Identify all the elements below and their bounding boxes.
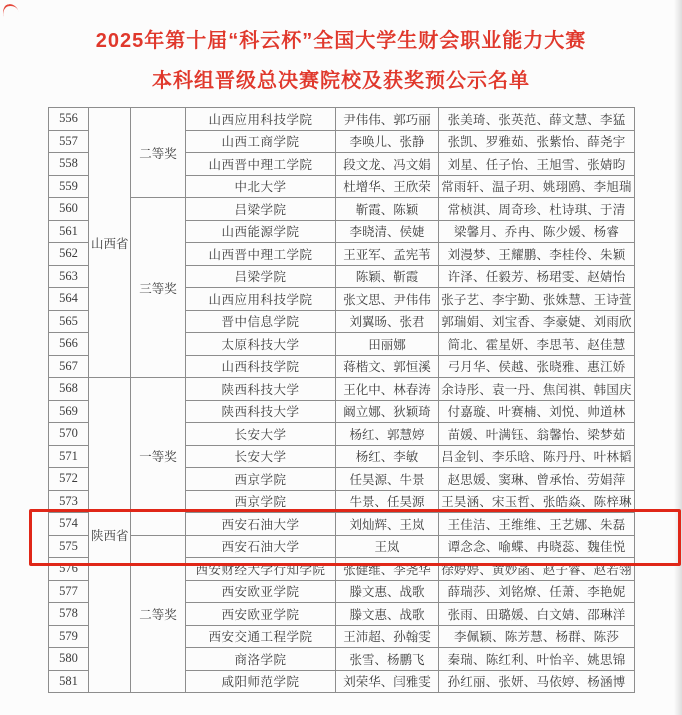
rank-number-cell: 578 xyxy=(49,603,89,626)
school-name-cell: 山西能源学院 xyxy=(186,220,336,243)
rank-number-cell: 570 xyxy=(49,423,89,446)
team-leaders-cell: 田丽娜 xyxy=(336,333,439,356)
team-members-cell: 李佩颖、陈芳慧、杨群、陈莎 xyxy=(439,625,635,648)
school-name-cell: 吕梁学院 xyxy=(186,265,336,288)
team-leaders-cell: 滕文惠、战歌 xyxy=(336,580,439,603)
results-table-body xyxy=(49,108,635,693)
school-name-cell: 山西科技学院 xyxy=(186,355,336,378)
school-name-cell: 西安财经大学行知学院 xyxy=(186,558,336,581)
school-name-cell: 山西晋中理工学院 xyxy=(186,243,336,266)
rank-number-cell: 565 xyxy=(49,310,89,333)
rank-number-cell: 581 xyxy=(49,670,89,693)
team-members-cell: 徐婷婷、黄妙菡、赵子睿、赵若翎 xyxy=(439,558,635,581)
school-name-cell: 咸阳师范学院 xyxy=(186,670,336,693)
school-name-cell: 西安石油大学 xyxy=(186,535,336,558)
rank-number-cell: 575 xyxy=(49,535,89,558)
team-leaders-cell: 张健维、李尧华 xyxy=(336,558,439,581)
school-name-cell: 西安欧亚学院 xyxy=(186,603,336,626)
school-name-cell: 商洛学院 xyxy=(186,648,336,671)
rank-number-cell: 572 xyxy=(49,468,89,491)
rank-number-cell: 561 xyxy=(49,220,89,243)
team-leaders-cell: 杨红、李敏 xyxy=(336,445,439,468)
school-name-cell: 长安大学 xyxy=(186,445,336,468)
team-leaders-cell: 滕文惠、战歌 xyxy=(336,603,439,626)
team-leaders-cell: 李晓清、侯婕 xyxy=(336,220,439,243)
team-members-cell: 许泽、任毅芳、杨珺雯、赵婧怡 xyxy=(439,265,635,288)
team-members-cell: 张美琦、张英范、薛文慧、李猛 xyxy=(439,108,635,131)
team-leaders-cell: 陈颖、靳霞 xyxy=(336,265,439,288)
rank-number-cell: 574 xyxy=(49,513,89,536)
rank-number-cell: 579 xyxy=(49,625,89,648)
rank-number-cell: 571 xyxy=(49,445,89,468)
school-name-cell: 西安石油大学 xyxy=(186,513,336,536)
team-members-cell: 余诗彤、袁一丹、焦闰祺、韩国庆 xyxy=(439,378,635,401)
team-members-cell: 谭念念、喻蝶、冉晓蕊、魏佳悦 xyxy=(439,535,635,558)
school-name-cell: 陕西科技大学 xyxy=(186,378,336,401)
team-members-cell: 常雨轩、温子玥、姚珝鸥、李旭瑞 xyxy=(439,175,635,198)
rank-number-cell: 562 xyxy=(49,243,89,266)
rank-number-cell: 560 xyxy=(49,198,89,221)
school-name-cell: 西安交通工程学院 xyxy=(186,625,336,648)
school-name-cell: 晋中信息学院 xyxy=(186,310,336,333)
team-members-cell: 秦瑞、陈红利、叶怡辛、姚思锦 xyxy=(439,648,635,671)
team-leaders-cell: 刘灿辉、王岚 xyxy=(336,513,439,536)
team-members-cell: 薛瑞莎、刘铭燎、任萧、李艳妮 xyxy=(439,580,635,603)
team-leaders-cell: 任昊源、牛景 xyxy=(336,468,439,491)
team-members-cell: 刘星、任子怡、王旭雪、张婧昀 xyxy=(439,153,635,176)
team-members-cell: 弓月华、侯越、张晓雅、惠江娇 xyxy=(439,355,635,378)
rank-number-cell: 568 xyxy=(49,378,89,401)
team-leaders-cell: 蒋楷文、郭恒溪 xyxy=(336,355,439,378)
team-leaders-cell: 阚立娜、狄颖琦 xyxy=(336,400,439,423)
school-name-cell: 吕梁学院 xyxy=(186,198,336,221)
team-members-cell: 常桢淇、周奇珍、杜诗琪、于清 xyxy=(439,198,635,221)
team-members-cell: 张雨、田璐媛、白文婧、邵琳洋 xyxy=(439,603,635,626)
school-name-cell: 山西应用科技学院 xyxy=(186,108,336,131)
school-name-cell: 西京学院 xyxy=(186,468,336,491)
province-cell: 山西省 xyxy=(89,108,131,378)
team-members-cell: 苗媛、叶满钰、翁馨怡、梁梦茹 xyxy=(439,423,635,446)
team-leaders-cell: 尹伟伟、郭巧丽 xyxy=(336,108,439,131)
school-name-cell: 山西应用科技学院 xyxy=(186,288,336,311)
team-members-cell: 王佳洁、王维维、王艺娜、朱磊 xyxy=(439,513,635,536)
rank-number-cell: 564 xyxy=(49,288,89,311)
document-title-line1: 2025年第十届“科云杯”全国大学生财会职业能力大赛 xyxy=(95,30,587,52)
team-leaders-cell: 刘荣华、闫雅雯 xyxy=(336,670,439,693)
team-leaders-cell: 段文龙、冯文娟 xyxy=(336,153,439,176)
team-leaders-cell: 李唤儿、张静 xyxy=(336,130,439,153)
rank-number-cell: 566 xyxy=(49,333,89,356)
school-name-cell: 西京学院 xyxy=(186,490,336,513)
award-level-cell: 二等奖 xyxy=(131,535,186,693)
rank-number-cell: 573 xyxy=(49,490,89,513)
team-members-cell: 付嘉璇、叶赛楠、刘悦、帅道林 xyxy=(439,400,635,423)
rank-number-cell: 559 xyxy=(49,175,89,198)
school-name-cell: 长安大学 xyxy=(186,423,336,446)
school-name-cell: 山西工商学院 xyxy=(186,130,336,153)
rank-number-cell: 577 xyxy=(49,580,89,603)
rank-number-cell: 576 xyxy=(49,558,89,581)
team-leaders-cell: 王化中、林春涛 xyxy=(336,378,439,401)
team-members-cell: 吕金钊、李乐晗、陈丹丹、叶林韬 xyxy=(439,445,635,468)
school-name-cell: 陕西科技大学 xyxy=(186,400,336,423)
team-leaders-cell: 杨红、郭慧婷 xyxy=(336,423,439,446)
award-level-cell: 二等奖 xyxy=(131,108,186,198)
rank-number-cell: 557 xyxy=(49,130,89,153)
team-members-cell: 简北、霍星妍、李思苇、赵佳慧 xyxy=(439,333,635,356)
school-name-cell: 西安欧亚学院 xyxy=(186,580,336,603)
team-members-cell: 赵思媛、窦琳、曾承怡、劳娟萍 xyxy=(439,468,635,491)
table-row-556 xyxy=(49,108,635,131)
school-name-cell: 太原科技大学 xyxy=(186,333,336,356)
rank-number-cell: 556 xyxy=(49,108,89,131)
team-members-cell: 梁馨月、乔冉、陈少媛、杨睿 xyxy=(439,220,635,243)
team-leaders-cell: 杜增华、王欣荣 xyxy=(336,175,439,198)
rank-number-cell: 580 xyxy=(49,648,89,671)
team-leaders-cell: 王亚军、孟宪苇 xyxy=(336,243,439,266)
team-leaders-cell: 王岚 xyxy=(336,535,439,558)
table-row-568 xyxy=(49,378,635,401)
team-leaders-cell: 王沛超、孙翰雯 xyxy=(336,625,439,648)
red-corner-mark xyxy=(1,2,20,18)
page-edge-shadow xyxy=(674,0,682,715)
team-leaders-cell: 张文思、尹伟伟 xyxy=(336,288,439,311)
school-name-cell: 山西晋中理工学院 xyxy=(186,153,336,176)
table-row-575 xyxy=(49,535,635,558)
rank-number-cell: 569 xyxy=(49,400,89,423)
team-leaders-cell: 张雪、杨鹏飞 xyxy=(336,648,439,671)
rank-number-cell: 558 xyxy=(49,153,89,176)
team-members-cell: 刘漫梦、王耀鹏、李桂伶、朱颖 xyxy=(439,243,635,266)
team-members-cell: 郭瑞娟、刘宝香、李豪婕、刘雨欣 xyxy=(439,310,635,333)
team-leaders-cell: 刘翼旸、张君 xyxy=(336,310,439,333)
document-title-line2: 本科组晋级总决赛院校及获奖预公示名单 xyxy=(152,70,530,92)
table-row-560 xyxy=(49,198,635,221)
school-name-cell: 中北大学 xyxy=(186,175,336,198)
rank-number-cell: 567 xyxy=(49,355,89,378)
rank-number-cell: 563 xyxy=(49,265,89,288)
team-leaders-cell: 牛景、任昊源 xyxy=(336,490,439,513)
team-members-cell: 孙红丽、张妍、马依婷、杨涵博 xyxy=(439,670,635,693)
team-members-cell: 张凯、罗雅茹、张紫怡、薛尧宇 xyxy=(439,130,635,153)
award-level-cell: 三等奖 xyxy=(131,198,186,378)
results-table xyxy=(48,107,635,693)
province-cell: 陕西省 xyxy=(89,378,131,693)
award-level-cell: 一等奖 xyxy=(131,378,186,536)
team-leaders-cell: 靳霞、陈颖 xyxy=(336,198,439,221)
team-members-cell: 张子艺、李宇勤、张姝慧、王诗萱 xyxy=(439,288,635,311)
team-members-cell: 王昊涵、宋玉哲、张皓焱、陈梓琳 xyxy=(439,490,635,513)
